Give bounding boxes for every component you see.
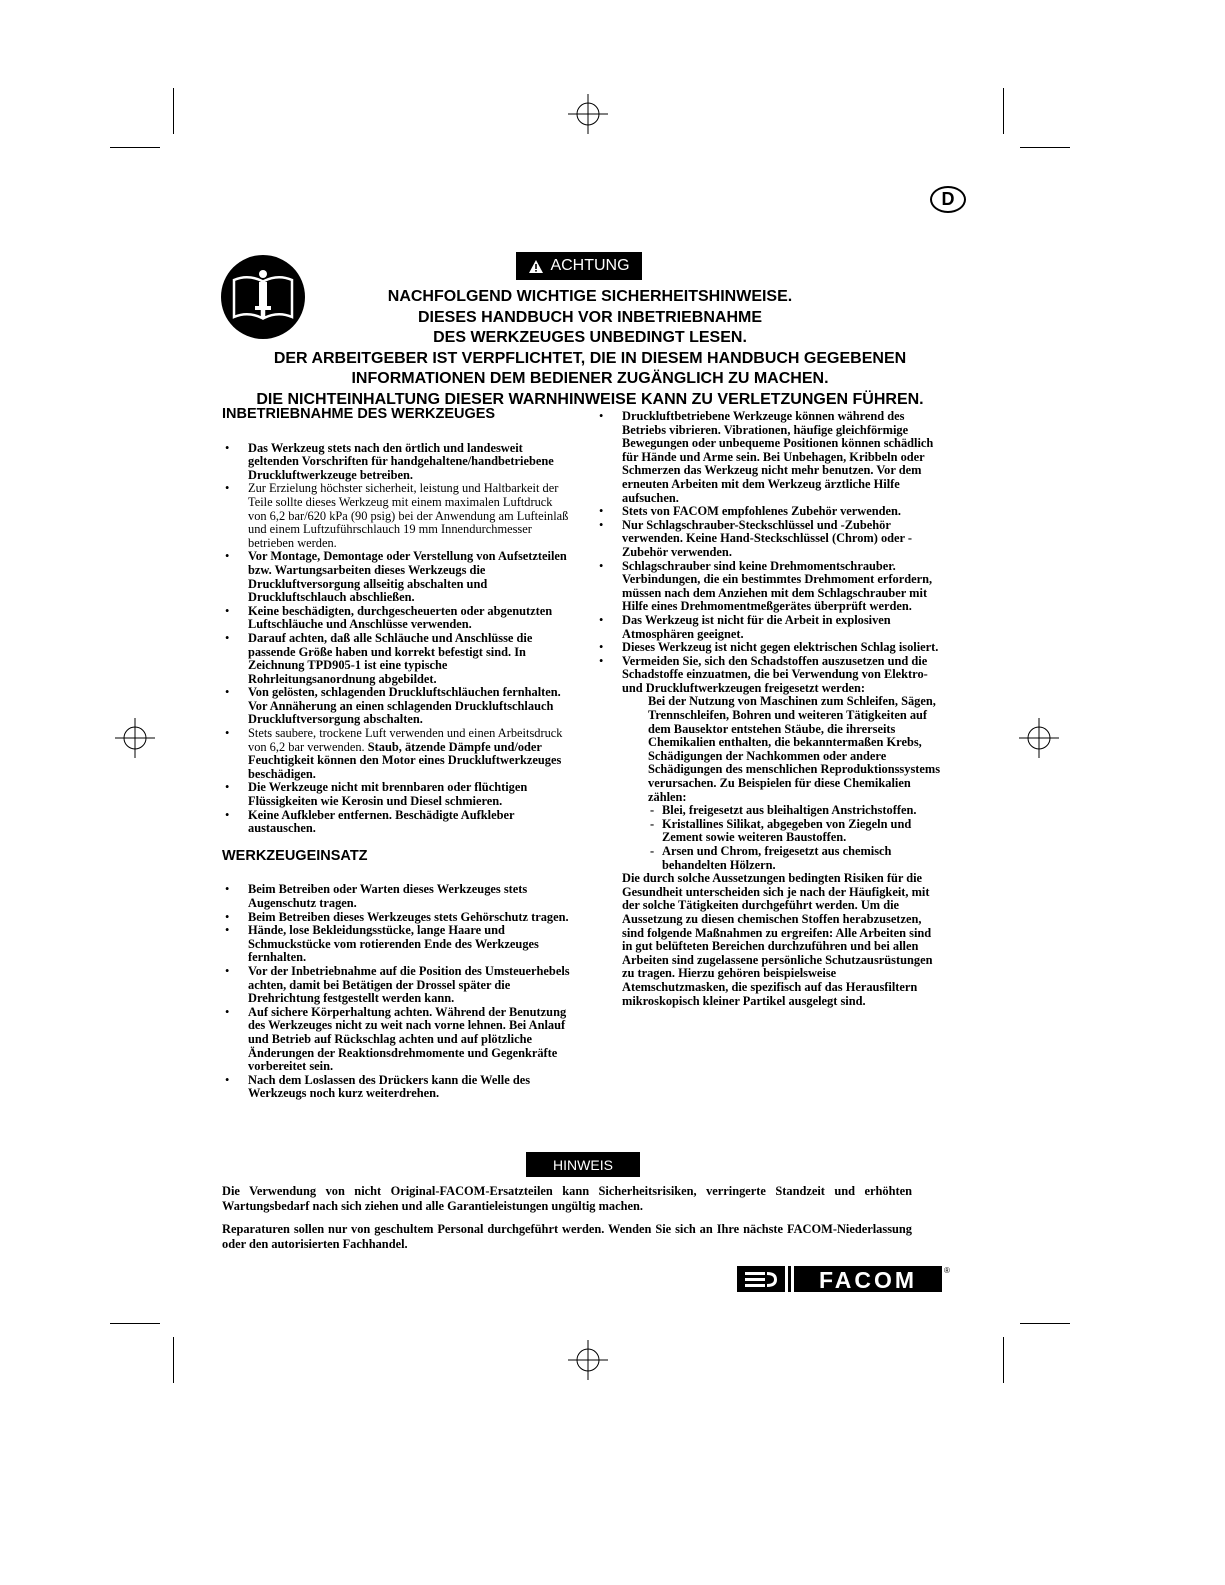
section-title-werkzeugeinsatz: WERKZEUGEINSATZ (222, 847, 368, 864)
header-line: INFORMATIONEN DEM BEDIENER ZUGÄNGLICH ZU MACHEN. (351, 370, 829, 387)
list-item: • Keine Aufkleber entfernen. Beschädigte Aufkleber austauschen. (222, 809, 572, 836)
logo-wordmark: FACOM (818, 1267, 918, 1293)
section2-list (222, 883, 572, 1101)
safety-header (200, 287, 980, 410)
list-item: • Hände, lose Bekleidungsstücke, lange Haare und Schmuckstücke vom rotierenden Ende des Werkzeuges fernhalten. (222, 924, 572, 965)
right-list (596, 410, 941, 695)
list-item: • Von gelösten, schlagenden Druckluftschläuchen fernhalten. Vor Annäherung an einen schlagenden Druckluftschlauch Druckluftversorgung abschalten. (222, 686, 572, 727)
list-item: • Vor Montage, Demontage oder Verstellung von Aufsetzteilen bzw. Wartungsarbeiten dieses Werkzeugs die Druckluftversorgung allseitig abschalten und Druckluftschlauch abschließen. (222, 550, 572, 604)
crop-mark (173, 88, 174, 134)
header-line: DIE NICHTEINHALTUNG DIESER WARNHINWEISE KANN ZU VERLETZUNGEN FÜHREN. (256, 390, 924, 408)
list-item: • Darauf achten, daß alle Schläuche und Anschlüsse die passende Größe haben und korrekt befestigt sind. In Zeichnung TPD905-1 ist eine typische Rohrleitungsanordnung abgebildet. (222, 632, 572, 686)
list-item: • Beim Betreiben dieses Werkzeuges stets Gehörschutz tragen. (222, 911, 572, 925)
facom-logo (737, 1264, 952, 1294)
note-label: HINWEIS (526, 1152, 640, 1177)
chemical-item: - Blei, freigesetzt aus bleihaltigen Anstrichstoffen. (596, 804, 941, 818)
registration-mark-icon (115, 718, 155, 758)
list-item: • Vermeiden Sie, sich den Schadstoffen auszusetzen und die Schadstoffe einzuatmen, die bei Verwendung von Elektro- und Druckluftwerkzeugen freigesetzt werden: (596, 655, 941, 696)
list-item-text: Staub, ätzende Dämpfe und/oder Feuchtigkeit können den Motor eines Druckluftwerkzeuges beschädigen. (248, 739, 562, 781)
risk-paragraph: Die durch solche Aussetzungen bedingten Risiken für die Gesundheit unterscheiden sich je nach der Häufigkeit, mit der solche Tätigkeiten durchgeführt werden. Um die Aussetzung zu diesen chemischen Stoffen herabzusetzen, sind folgende Maßnahmen zu ergreifen: Alle Arbeiten sind in gut belüfteten Bereichen durchzuführen und bei allen Arbeiten sind zugelassene persönliche Schutzausrüstungen zu tragen. Hierzu gehören beispielsweise Atemschutzmasken, die spezifisch auf das Herausfiltern mikroskopisch kleiner Partikel ausgelegt sind. (622, 871, 933, 1008)
chemical-item: - Arsen und Chrom, freigesetzt aus chemisch behandelten Hölzern. (596, 845, 941, 872)
language-badge: D (930, 186, 966, 213)
list-item: • Keine beschädigten, durchgescheuerten oder abgenutzten Luftschläuche und Anschlüsse verwenden. (222, 605, 572, 632)
note-paragraph: Reparaturen sollen nur von geschultem Personal durchgeführt werden. Wenden Sie sich an Ihre nächste FACOM-Niederlassung oder den autorisierten Fachhandel. (222, 1222, 912, 1251)
list-item (222, 727, 572, 781)
list-item: • Schlagschrauber sind keine Drehmomentschrauber. Verbindungen, die ein bestimmtes Drehmoment erfordern, müssen nach dem Anziehen mit dem Schlagschrauber mit Hilfe eines Drehmomentmeßgerätes überprüft werden. (596, 560, 941, 614)
section-title-inbetriebnahme: INBETRIEBNAHME DES WERKZEUGES (222, 406, 496, 422)
list-item: • Nach dem Loslassen des Drückers kann die Welle des Werkzeugs noch kurz weiterdrehen. (222, 1074, 572, 1101)
registration-mark-icon (568, 1340, 608, 1380)
crop-mark (1020, 147, 1070, 148)
list-item: • Die Werkzeuge nicht mit brennbaren oder flüchtigen Flüssigkeiten wie Kerosin und Diesel schmieren. (222, 781, 572, 808)
header-line: DIESES HANDBUCH VOR INBETRIEBNAHME (417, 308, 763, 326)
header-line: DES WERKZEUGES UNBEDINGT LESEN. (433, 329, 747, 346)
list-item: • Druckluftbetriebene Werkzeuge können während des Betriebs vibrieren. Vibrationen, häufige gleichförmige Bewegungen oder unbequeme Positionen können schädlich für Hände und Arme sein. Bei Unbehagen, Kribbeln oder Schmerzen das Werkzeug nicht mehr benutzen. Vor dem erneuten Arbeiten mit dem Werkzeug ärztliche Hilfe aufsuchen. (596, 410, 941, 505)
list-item: • Vor der Inbetriebnahme auf die Position des Umsteuerhebels achten, damit bei Betätigen der Drossel später die Drehrichtung festgestellt werden kann. (222, 965, 572, 1006)
list-item: • Stets von FACOM empfohlenes Zubehör verwenden. (596, 505, 941, 519)
crop-mark (1003, 88, 1004, 134)
crop-mark (1003, 1337, 1004, 1383)
list-item: • Zur Erzielung höchster sicherheit, leistung und Haltbarkeit der Teile sollte dieses Werkzeug mit einem maximalen Luftdruck von 6,2 bar/620 kPa (90 psig) bei der Anwendung am Lufteinlaß und einem Luftzuführschlauch 19 mm Innendurchmesser betrieben werden. (222, 482, 572, 550)
list-item-text: Stets saubere, trockene Luft verwenden und einen Arbeitsdruck von 6,2 bar verwenden. (248, 726, 563, 754)
chemicals-paragraph: Bei der Nutzung von Maschinen zum Schleifen, Sägen, Trennschleifen, Bohren und weiteren Tätigkeiten auf dem Bausektor entstehen Stäube, die ihrerseits Chemikalien enthalten, die bekanntermaßen Krebs, Schädigungen der Nachkommen oder andere Schädigungen des menschlichen Reproduktionssystems verursachen. Zu Beispielen für diese Chemikalien zählen: (648, 694, 941, 804)
section1-list (222, 442, 572, 836)
list-item: • Das Werkzeug stets nach den örtlich und landesweit geltenden Vorschriften für handgehaltene/handbetriebene Druckluftwerkzeuge betreiben. (222, 442, 572, 483)
note-paragraph: Die Verwendung von nicht Original-FACOM-Ersatzteilen kann Sicherheitsrisiken, verringerte Standzeit und erhöhten Wartungsbedarf nach sich ziehen und alle Garantieleistungen ungültig machen. (222, 1184, 912, 1213)
registration-mark-icon (1019, 718, 1059, 758)
warning-label-text: ACHTUNG (550, 257, 630, 274)
crop-mark (110, 1323, 160, 1324)
header-line: NACHFOLGEND WICHTIGE SICHERHEITSHINWEISE. (387, 288, 793, 305)
list-item: • Auf sichere Körperhaltung achten. Während der Benutzung des Werkzeuges nicht zu weit nach vorne lehnen. Bei Anlauf und Betrieb auf Rückschlag achten und auf plötzliche Änderungen der Reaktionsdrehmomente und Gegenkräfte vorbereitet sein. (222, 1006, 572, 1074)
left-column (222, 408, 572, 1101)
list-item: • Dieses Werkzeug ist nicht gegen elektrischen Schlag isoliert. (596, 641, 941, 655)
crop-mark (110, 147, 160, 148)
header-line: DER ARBEITGEBER IST VERPFLICHTET, DIE IN DIESEM HANDBUCH GEGEBENEN (273, 349, 907, 367)
registered-mark: ® (944, 1266, 950, 1275)
crop-mark (1020, 1323, 1070, 1324)
list-item: • Nur Schlagschrauber-Steckschlüssel und -Zubehör verwenden. Keine Hand-Steckschlüssel (Chrom) oder -Zubehör verwenden. (596, 519, 941, 560)
list-item: • Beim Betreiben oder Warten dieses Werkzeuges stets Augenschutz tragen. (222, 883, 572, 910)
warning-triangle-icon (528, 259, 544, 274)
right-column (596, 410, 941, 1008)
chemical-item: - Kristallines Silikat, abgegeben von Ziegeln und Zement sowie weiteren Baustoffen. (596, 818, 941, 845)
registration-mark-icon (568, 94, 608, 134)
warning-label (516, 252, 642, 280)
list-item: • Das Werkzeug ist nicht für die Arbeit in explosiven Atmosphären geeignet. (596, 614, 941, 641)
crop-mark (173, 1337, 174, 1383)
